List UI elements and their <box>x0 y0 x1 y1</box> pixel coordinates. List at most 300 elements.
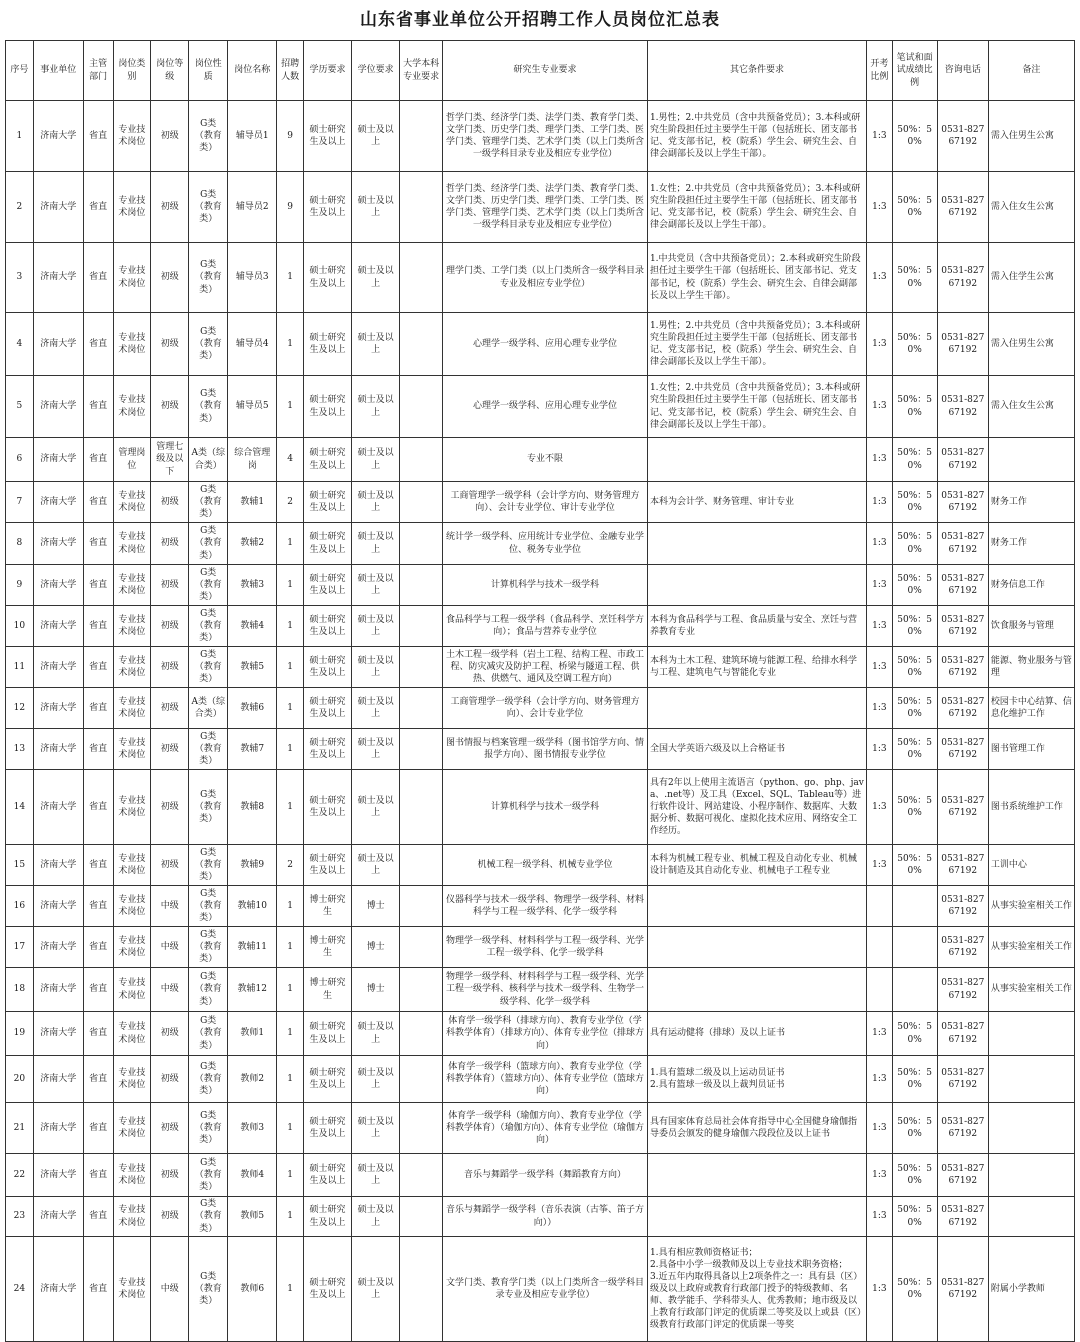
table-row <box>6 927 1075 968</box>
table-cell: 1 <box>277 770 304 845</box>
table-cell <box>400 1012 443 1056</box>
table-cell: 0531-82767192 <box>937 313 988 376</box>
table-cell: G类（教育类） <box>189 523 228 565</box>
table-cell: 硕士研究生及以上 <box>303 729 351 770</box>
column-header: 学历要求 <box>303 41 351 101</box>
table-cell <box>647 1154 866 1197</box>
table-cell <box>400 523 443 565</box>
column-header: 其它条件要求 <box>647 41 866 101</box>
table-cell <box>400 438 443 482</box>
table-cell: 济南大学 <box>33 172 83 243</box>
table-cell: 博士研究生 <box>303 886 351 927</box>
table-cell <box>647 565 866 606</box>
table-cell: 50%：50% <box>892 770 937 845</box>
table-cell: 0531-82767192 <box>937 101 988 172</box>
table-cell: 饮食服务与管理 <box>988 606 1074 647</box>
table-cell: 具有国家体育总局社会体育指导中心全国健身瑜伽指导委员会颁发的健身瑜伽六段段位及以上证书 <box>647 1103 866 1154</box>
table-cell: 硕士研究生及以上 <box>303 647 351 688</box>
column-header: 主管部门 <box>83 41 113 101</box>
table-cell: 专业技术岗位 <box>113 1056 151 1103</box>
table-cell: 0531-82767192 <box>937 1197 988 1237</box>
table-cell: 仪器科学与技术一级学科、物理学一级学科、材料科学与工程一级学科、化学一级学科 <box>443 886 648 927</box>
table-cell: 专业技术岗位 <box>113 927 151 968</box>
table-cell: 教辅9 <box>228 845 277 886</box>
table-row <box>6 1012 1075 1056</box>
table-cell: 音乐与舞蹈学一级学科（舞蹈教育方向） <box>443 1154 648 1197</box>
table-cell <box>647 886 866 927</box>
table-cell: 1 <box>277 376 304 438</box>
table-cell: 硕士研究生及以上 <box>303 1154 351 1197</box>
table-row <box>6 1056 1075 1103</box>
table-cell: 硕士及以上 <box>352 1056 400 1103</box>
table-cell: G类（教育类） <box>189 565 228 606</box>
table-cell: 本科为机械工程专业、机械工程及自动化专业、机械设计制造及其自动化专业、机械电子工程专业 <box>647 845 866 886</box>
table-cell: 辅导员3 <box>228 243 277 313</box>
table-cell: 硕士及以上 <box>352 438 400 482</box>
table-cell: 0531-82767192 <box>937 770 988 845</box>
table-cell: 0531-82767192 <box>937 565 988 606</box>
table-cell: 博士 <box>352 968 400 1012</box>
table-cell: 校园卡中心结算、信息化维护工作 <box>988 688 1074 729</box>
table-cell: G类（教育类） <box>189 1197 228 1237</box>
table-cell: 1:3 <box>867 688 893 729</box>
table-cell <box>400 729 443 770</box>
column-header: 事业单位 <box>33 41 83 101</box>
table-cell: 50%：50% <box>892 565 937 606</box>
table-cell: 硕士研究生及以上 <box>303 1012 351 1056</box>
table-cell: G类（教育类） <box>189 1012 228 1056</box>
table-cell: 硕士研究生及以上 <box>303 1237 351 1342</box>
table-cell: 本科为食品科学与工程、食品质量与安全、烹饪与营养教育专业 <box>647 606 866 647</box>
table-cell: 财务工作 <box>988 482 1074 523</box>
table-cell: 0531-82767192 <box>937 172 988 243</box>
table-cell: 财务工作 <box>988 523 1074 565</box>
table-cell: 省直 <box>83 927 113 968</box>
table-cell: 需入住学生公寓 <box>988 243 1074 313</box>
table-cell <box>988 438 1074 482</box>
table-cell: 1 <box>277 1154 304 1197</box>
column-header: 岗位名称 <box>228 41 277 101</box>
table-cell: 济南大学 <box>33 1056 83 1103</box>
table-cell: 哲学门类、经济学门类、法学门类、教育学门类、文学门类、历史学门类、理学门类、工学门类、医学门类、管理学门类、艺术学门类（以上门类所含一级学科目录专业及相应专业学位） <box>443 172 648 243</box>
table-cell: 18 <box>6 968 34 1012</box>
table-cell: 1:3 <box>867 770 893 845</box>
table-cell: 初级 <box>151 1154 189 1197</box>
table-cell: 硕士研究生及以上 <box>303 438 351 482</box>
table-cell: 博士研究生 <box>303 968 351 1012</box>
table-cell: 50%：50% <box>892 243 937 313</box>
table-row <box>6 523 1075 565</box>
table-cell: 财务信息工作 <box>988 565 1074 606</box>
table-cell <box>400 243 443 313</box>
table-cell: 1.男性；2.中共党员（含中共预备党员）；3.本科或研究生阶段担任过主要学生干部（包括班长、团支部书记、党支部书记，校（院系）学生会、研究生会、自律会副部长及以上学生干部）。 <box>647 101 866 172</box>
table-cell: 硕士及以上 <box>352 606 400 647</box>
table-cell: 1:3 <box>867 1237 893 1342</box>
table-cell: 0531-82767192 <box>937 688 988 729</box>
table-cell: 省直 <box>83 647 113 688</box>
table-cell: 济南大学 <box>33 523 83 565</box>
table-cell: 博士 <box>352 927 400 968</box>
table-cell: 20 <box>6 1056 34 1103</box>
table-cell: 专业技术岗位 <box>113 376 151 438</box>
table-cell: 省直 <box>83 1103 113 1154</box>
table-cell: 7 <box>6 482 34 523</box>
table-cell: 从事实验室相关工作 <box>988 927 1074 968</box>
table-cell <box>400 968 443 1012</box>
table-cell: 硕士研究生及以上 <box>303 101 351 172</box>
table-cell: 济南大学 <box>33 770 83 845</box>
table-cell: 文学门类、教育学门类（以上门类所含一级学科目录专业及相应专业学位） <box>443 1237 648 1342</box>
table-cell: 济南大学 <box>33 886 83 927</box>
column-header: 序号 <box>6 41 34 101</box>
table-cell: 工商管理学一级学科（会计学方向、财务管理方向）、会计专业学位、审计专业学位 <box>443 482 648 523</box>
table-cell: 济南大学 <box>33 845 83 886</box>
table-cell: 0531-82767192 <box>937 729 988 770</box>
column-header: 大学本科专业要求 <box>400 41 443 101</box>
table-cell: 1.中共党员（含中共预备党员）；2.本科或研究生阶段担任过主要学生干部（包括班长、团支部书记、党支部书记，校（院系）学生会、研究生会、自律会副部长及以上学生干部）。 <box>647 243 866 313</box>
table-cell: 硕士及以上 <box>352 1197 400 1237</box>
table-cell: 硕士及以上 <box>352 845 400 886</box>
table-cell: G类（教育类） <box>189 376 228 438</box>
table-cell: 0531-82767192 <box>937 1237 988 1342</box>
table-cell: 省直 <box>83 376 113 438</box>
table-cell: 24 <box>6 1237 34 1342</box>
table-cell: 23 <box>6 1197 34 1237</box>
table-cell: G类（教育类） <box>189 927 228 968</box>
table-cell: 硕士及以上 <box>352 1154 400 1197</box>
table-cell: 心理学一级学科、应用心理专业学位 <box>443 376 648 438</box>
table-cell: 初级 <box>151 101 189 172</box>
table-cell: 硕士及以上 <box>352 1012 400 1056</box>
table-cell: 图书管理工作 <box>988 729 1074 770</box>
table-cell: G类（教育类） <box>189 313 228 376</box>
table-cell: 省直 <box>83 845 113 886</box>
table-cell: 1:3 <box>867 1103 893 1154</box>
table-cell: 省直 <box>83 1237 113 1342</box>
table-cell: 1.女性；2.中共党员（含中共预备党员）；3.本科或研究生阶段担任过主要学生干部（包括班长、团支部书记、党支部书记，校（院系）学生会、研究生会、自律会副部长及以上学生干部）。 <box>647 376 866 438</box>
table-cell: 初级 <box>151 845 189 886</box>
column-header: 咨询电话 <box>937 41 988 101</box>
table-cell: 济南大学 <box>33 101 83 172</box>
column-header: 岗位等级 <box>151 41 189 101</box>
table-cell: 省直 <box>83 1154 113 1197</box>
table-cell: 专业技术岗位 <box>113 243 151 313</box>
table-row <box>6 845 1075 886</box>
table-cell: 专业技术岗位 <box>113 101 151 172</box>
table-cell <box>400 1197 443 1237</box>
table-cell: 1 <box>277 1197 304 1237</box>
table-cell: 辅导员1 <box>228 101 277 172</box>
table-cell: 专业技术岗位 <box>113 647 151 688</box>
table-cell: 0531-82767192 <box>937 1012 988 1056</box>
table-cell: 1:3 <box>867 606 893 647</box>
table-cell: 初级 <box>151 243 189 313</box>
table-cell: 1:3 <box>867 376 893 438</box>
table-cell: 中级 <box>151 968 189 1012</box>
table-cell: 5 <box>6 376 34 438</box>
table-row <box>6 376 1075 438</box>
table-cell: 硕士及以上 <box>352 172 400 243</box>
table-cell: 50%：50% <box>892 1237 937 1342</box>
table-row <box>6 968 1075 1012</box>
table-cell: 本科为土木工程、建筑环境与能源工程、给排水科学与工程、建筑电气与智能化专业 <box>647 647 866 688</box>
table-cell: 硕士研究生及以上 <box>303 606 351 647</box>
table-cell <box>400 101 443 172</box>
table-cell: 9 <box>277 101 304 172</box>
table-cell: 体育学一级学科（排球方向）、教育专业学位（学科教学体育）（排球方向）、体育专业学位（排球方向） <box>443 1012 648 1056</box>
column-header: 笔试和面试成绩比例 <box>892 41 937 101</box>
table-cell: 50%：50% <box>892 1056 937 1103</box>
table-cell: 1:3 <box>867 1197 893 1237</box>
table-cell: 教师5 <box>228 1197 277 1237</box>
table-cell: 济南大学 <box>33 243 83 313</box>
table-cell: 初级 <box>151 729 189 770</box>
table-cell: 1 <box>277 243 304 313</box>
table-cell <box>647 523 866 565</box>
table-cell: G类（教育类） <box>189 243 228 313</box>
table-row <box>6 565 1075 606</box>
table-cell: 教辅2 <box>228 523 277 565</box>
table-cell: 1 <box>277 565 304 606</box>
table-cell: 硕士及以上 <box>352 688 400 729</box>
table-cell: 硕士及以上 <box>352 1237 400 1342</box>
table-cell: 博士研究生 <box>303 927 351 968</box>
table-cell: 省直 <box>83 886 113 927</box>
column-header: 岗位性质 <box>189 41 228 101</box>
table-cell: 专业技术岗位 <box>113 313 151 376</box>
table-cell: 从事实验室相关工作 <box>988 968 1074 1012</box>
table-cell: 省直 <box>83 1197 113 1237</box>
table-cell: 专业技术岗位 <box>113 1197 151 1237</box>
table-row <box>6 101 1075 172</box>
table-cell <box>400 376 443 438</box>
table-cell: 1.具有相应教师资格证书； 2.具备中小学一级教师及以上专业技术职务资格； 3.近五年内取得具备以上2项条件之一：具有县（区）级及以上政府或教育行政部门授予的特级教师、名师、教学能手、学科带头人、优秀教师；地市级及以上教育行政部门评定的优质课二等奖及以上或县（区）级教育行政部门评定的优质课一等奖 <box>647 1237 866 1342</box>
table-row <box>6 647 1075 688</box>
table-cell: G类（教育类） <box>189 886 228 927</box>
table-cell: 管理七级及以下 <box>151 438 189 482</box>
table-cell <box>867 886 893 927</box>
table-cell: 初级 <box>151 313 189 376</box>
table-cell <box>892 968 937 1012</box>
table-cell: G类（教育类） <box>189 101 228 172</box>
table-cell: 21 <box>6 1103 34 1154</box>
table-cell: 专业技术岗位 <box>113 770 151 845</box>
table-cell: 10 <box>6 606 34 647</box>
table-cell: 工商管理学一级学科（会计学方向、财务管理方向）、会计专业学位 <box>443 688 648 729</box>
table-cell: 济南大学 <box>33 688 83 729</box>
table-cell: 1 <box>277 1012 304 1056</box>
table-cell: 济南大学 <box>33 438 83 482</box>
table-cell: 初级 <box>151 647 189 688</box>
column-header: 开考比例 <box>867 41 893 101</box>
table-cell: 1:3 <box>867 482 893 523</box>
table-cell: 省直 <box>83 1012 113 1056</box>
table-cell: 硕士及以上 <box>352 482 400 523</box>
table-cell: 中级 <box>151 927 189 968</box>
table-cell: 济南大学 <box>33 1154 83 1197</box>
table-cell: 50%：50% <box>892 376 937 438</box>
table-cell: G类（教育类） <box>189 1103 228 1154</box>
table-cell: 教辅3 <box>228 565 277 606</box>
table-cell: 能源、物业服务与管理 <box>988 647 1074 688</box>
table-cell <box>400 1237 443 1342</box>
table-cell: 省直 <box>83 438 113 482</box>
table-cell <box>400 886 443 927</box>
table-cell: 17 <box>6 927 34 968</box>
table-cell: 1:3 <box>867 1154 893 1197</box>
table-cell: G类（教育类） <box>189 647 228 688</box>
table-cell: 需入住男生公寓 <box>988 313 1074 376</box>
table-cell: 从事实验室相关工作 <box>988 886 1074 927</box>
table-cell: 教师4 <box>228 1154 277 1197</box>
table-cell: 济南大学 <box>33 927 83 968</box>
table-cell: 省直 <box>83 243 113 313</box>
column-header: 学位要求 <box>352 41 400 101</box>
table-cell: 省直 <box>83 565 113 606</box>
table-cell: 济南大学 <box>33 606 83 647</box>
table-cell: 土木工程一级学科（岩土工程、结构工程、市政工程、防灾减灾及防护工程、桥梁与隧道工程、供热、供燃气、通风及空调工程方向） <box>443 647 648 688</box>
table-cell: 工训中心 <box>988 845 1074 886</box>
table-cell: G类（教育类） <box>189 845 228 886</box>
recruitment-table <box>5 40 1075 1342</box>
table-cell: 9 <box>6 565 34 606</box>
table-cell: 济南大学 <box>33 1012 83 1056</box>
table-cell: 1.男性；2.中共党员（含中共预备党员）；3.本科或研究生阶段担任过主要学生干部（包括班长、团支部书记、党支部书记，校（院系）学生会、研究生会、自律会副部长及以上学生干部）。 <box>647 313 866 376</box>
table-cell: 0531-82767192 <box>937 482 988 523</box>
table-cell: 0531-82767192 <box>937 968 988 1012</box>
table-cell <box>647 968 866 1012</box>
table-cell: 1 <box>277 313 304 376</box>
table-cell: G类（教育类） <box>189 482 228 523</box>
table-cell: 22 <box>6 1154 34 1197</box>
table-cell <box>867 927 893 968</box>
table-cell: 1:3 <box>867 729 893 770</box>
table-cell <box>988 1012 1074 1056</box>
table-cell: 0531-82767192 <box>937 1154 988 1197</box>
table-cell: 省直 <box>83 523 113 565</box>
table-cell: 1:3 <box>867 101 893 172</box>
table-row <box>6 606 1075 647</box>
table-cell: G类（教育类） <box>189 1056 228 1103</box>
table-cell: 专业不限 <box>443 438 648 482</box>
table-cell: 专业技术岗位 <box>113 1012 151 1056</box>
table-cell: 计算机科学与技术一级学科 <box>443 565 648 606</box>
table-cell: 1.具有篮球二级及以上运动员证书 2.具有篮球一级及以上裁判员证书 <box>647 1056 866 1103</box>
table-cell: 省直 <box>83 968 113 1012</box>
table-cell: 硕士研究生及以上 <box>303 313 351 376</box>
table-cell: 专业技术岗位 <box>113 688 151 729</box>
table-cell: 硕士及以上 <box>352 729 400 770</box>
table-cell: 1 <box>277 1056 304 1103</box>
table-cell: 图书系统维护工作 <box>988 770 1074 845</box>
table-cell: 50%：50% <box>892 482 937 523</box>
table-row <box>6 313 1075 376</box>
table-cell <box>988 1056 1074 1103</box>
table-cell: 体育学一级学科（瑜伽方向）、教育专业学位（学科教学体育）（瑜伽方向）、体育专业学位（瑜伽方向） <box>443 1103 648 1154</box>
table-cell: 济南大学 <box>33 482 83 523</box>
table-cell: 0531-82767192 <box>937 523 988 565</box>
table-cell: 0531-82767192 <box>937 1103 988 1154</box>
column-header: 研究生专业要求 <box>443 41 648 101</box>
table-cell: 硕士研究生及以上 <box>303 565 351 606</box>
table-cell: 1 <box>277 729 304 770</box>
table-cell: 1:3 <box>867 1056 893 1103</box>
table-cell: 专业技术岗位 <box>113 172 151 243</box>
table-row <box>6 688 1075 729</box>
table-row <box>6 1103 1075 1154</box>
table-cell: 4 <box>6 313 34 376</box>
table-cell: 6 <box>6 438 34 482</box>
table-cell <box>400 927 443 968</box>
table-cell: 1 <box>277 927 304 968</box>
table-cell: 济南大学 <box>33 1103 83 1154</box>
table-row <box>6 886 1075 927</box>
table-cell: 教辅7 <box>228 729 277 770</box>
table-cell: 理学门类、工学门类（以上门类所含一级学科目录专业及相应专业学位） <box>443 243 648 313</box>
table-cell: 具有2年以上使用主流语言（python、go、php、java、.net等）及工具（Excel、SQL、Tableau等）进行软件设计、网站建设、小程序制作、数据库、大数据分析、数据可视化、虚拟化技术应用、网络安全工作经历。 <box>647 770 866 845</box>
table-cell: G类（教育类） <box>189 172 228 243</box>
table-cell: 50%：50% <box>892 688 937 729</box>
table-cell: 硕士研究生及以上 <box>303 1197 351 1237</box>
table-cell: 50%：50% <box>892 1012 937 1056</box>
table-cell <box>400 565 443 606</box>
table-cell: 硕士及以上 <box>352 647 400 688</box>
table-cell: 初级 <box>151 523 189 565</box>
table-cell: 初级 <box>151 376 189 438</box>
table-cell: 省直 <box>83 482 113 523</box>
table-cell: 0531-82767192 <box>937 606 988 647</box>
table-cell: 硕士研究生及以上 <box>303 482 351 523</box>
table-row <box>6 172 1075 243</box>
table-cell: 0531-82767192 <box>937 927 988 968</box>
table-cell <box>400 1056 443 1103</box>
table-cell: 济南大学 <box>33 729 83 770</box>
table-cell: 硕士及以上 <box>352 376 400 438</box>
table-cell: 1 <box>6 101 34 172</box>
table-cell: 中级 <box>151 1237 189 1342</box>
table-cell: 初级 <box>151 1197 189 1237</box>
table-cell: 教辅11 <box>228 927 277 968</box>
table-cell: 附属小学教师 <box>988 1237 1074 1342</box>
table-cell: 专业技术岗位 <box>113 1154 151 1197</box>
table-cell: 初级 <box>151 482 189 523</box>
table-cell: 硕士研究生及以上 <box>303 243 351 313</box>
table-cell: 50%：50% <box>892 845 937 886</box>
table-cell: G类（教育类） <box>189 968 228 1012</box>
table-cell: 教辅8 <box>228 770 277 845</box>
table-cell: 省直 <box>83 1056 113 1103</box>
table-cell <box>867 968 893 1012</box>
table-cell: 硕士研究生及以上 <box>303 770 351 845</box>
table-cell: 硕士研究生及以上 <box>303 1103 351 1154</box>
table-cell <box>892 927 937 968</box>
table-cell: 综合管理岗 <box>228 438 277 482</box>
table-cell: 初级 <box>151 172 189 243</box>
table-cell: 省直 <box>83 313 113 376</box>
table-cell: 初级 <box>151 688 189 729</box>
table-cell: 省直 <box>83 770 113 845</box>
table-cell <box>400 172 443 243</box>
table-cell: 专业技术岗位 <box>113 482 151 523</box>
table-cell: 1:3 <box>867 243 893 313</box>
table-cell: 济南大学 <box>33 313 83 376</box>
table-cell: 1 <box>277 688 304 729</box>
table-cell: 机械工程一级学科、机械专业学位 <box>443 845 648 886</box>
table-cell: 教辅5 <box>228 647 277 688</box>
table-cell: 50%：50% <box>892 101 937 172</box>
table-cell: 图书情报与档案管理一级学科（图书馆学方向、情报学方向）、图书情报专业学位 <box>443 729 648 770</box>
table-cell <box>400 482 443 523</box>
